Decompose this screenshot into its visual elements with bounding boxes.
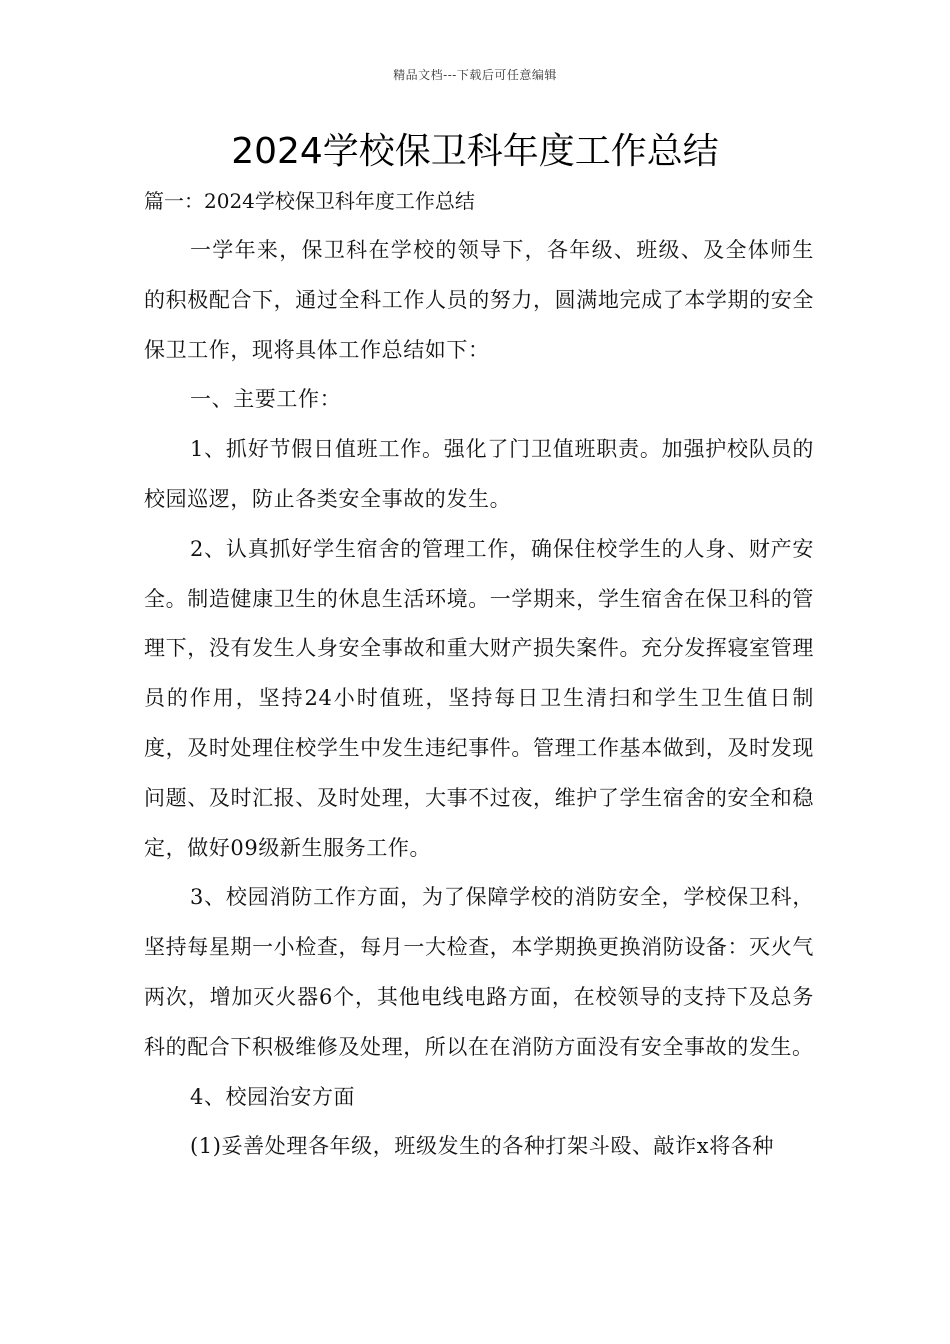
paragraph-item-4-heading: 4、校园治安方面 (190, 1084, 356, 1109)
paragraph-item-2: 2、认真抓好学生宿舍的管理工作，确保住校学生的人身、财产安全。制造健康卫生的休息生活环境。一学期来，学生宿舍在保卫科的管理下，没有发生人身安全事故和重大财产损失案件。充分发挥寝室管理员的作用，坚持24小时值班，坚持每日卫生清扫和学生卫生值日制度，及时处理住校学生中发生违纪事件。管理工作基本做到，及时发现问题、及时汇报、及时处理，大事不过夜，维护了学生宿舍的安全和稳定，做好09级新生服务工作。 (144, 536, 814, 860)
document-body (144, 226, 814, 1172)
section-heading-main-work: 一、主要工作： (190, 387, 342, 412)
paragraph-item-3: 3、校园消防工作方面，为了保障学校的消防安全，学校保卫科，坚持每星期一小检查，每月一大检查，本学期换更换消防设备：灭火气两次，增加灭火器6个，其他电线电路方面，在校领导的支持下及总务科的配合下积极维修及处理，所以在在消防方面没有安全事故的发生。 (144, 885, 814, 1059)
document-title: 2024学校保卫科年度工作总结 (231, 131, 719, 172)
paragraph-item-4-1: (1)妥善处理各年级，班级发生的各种打架斗殴、敲诈x将各种 (190, 1134, 774, 1159)
paragraph-intro: 一学年来，保卫科在学校的领导下，各年级、班级、及全体师生的积极配合下，通过全科工作人员的努力，圆满地完成了本学期的安全保卫工作，现将具体工作总结如下： (144, 238, 814, 362)
header-note: 精品文档---下载后可任意编辑 (393, 68, 557, 82)
document-subtitle: 篇一：2024学校保卫科年度工作总结 (144, 189, 475, 213)
paragraph-item-1: 1、抓好节假日值班工作。强化了门卫值班职责。加强护校队员的校园巡逻，防止各类安全事故的发生。 (144, 437, 814, 511)
